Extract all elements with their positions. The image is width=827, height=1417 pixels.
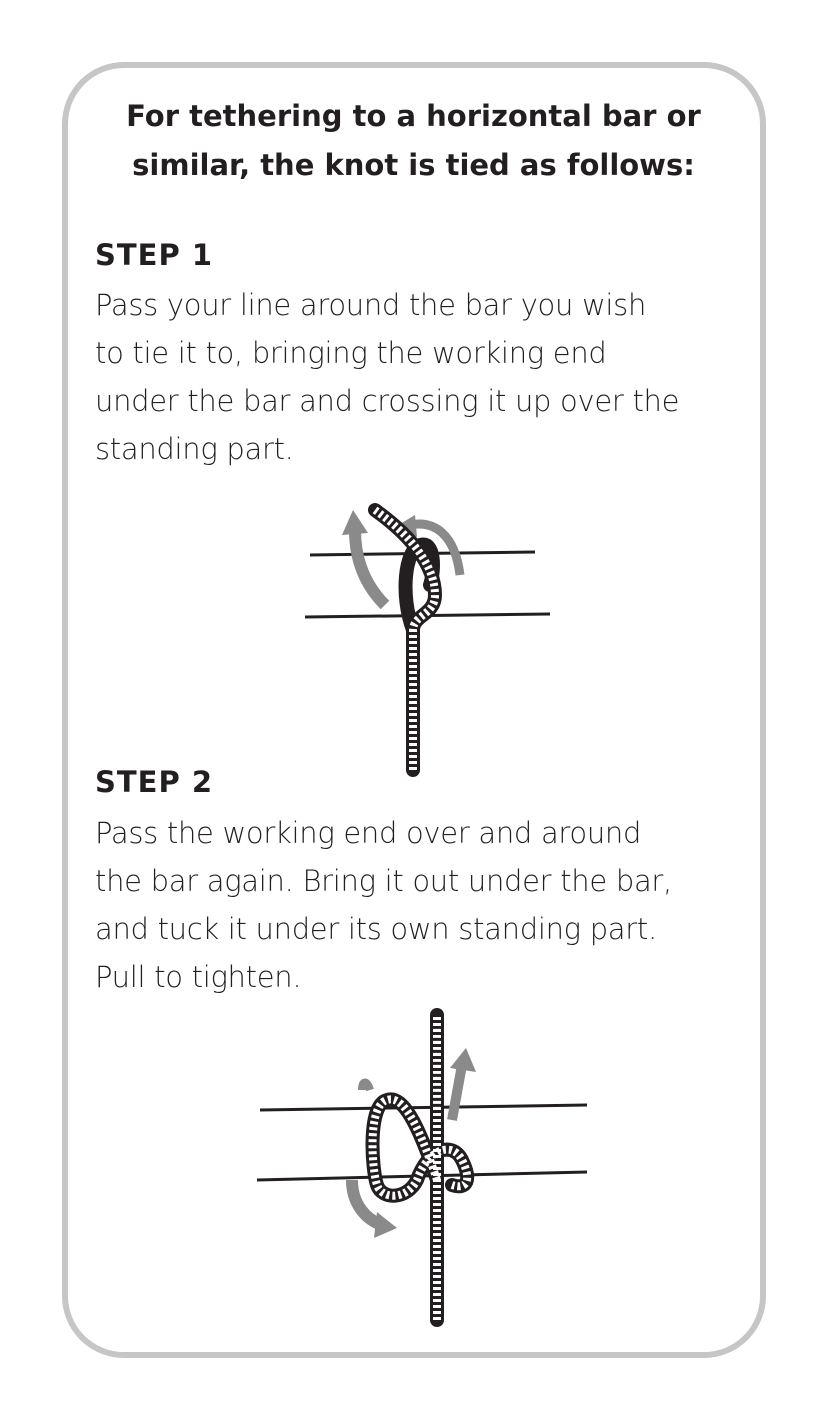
step-2-knot-illustration <box>252 1000 597 1330</box>
step-2-heading: STEP 2 <box>95 765 214 799</box>
step-1-knot-illustration <box>295 495 560 780</box>
step-1-text: Pass your line around the bar you wish to tie it to, bringing the working end under the bar and crossing it up over the standing part. <box>95 288 680 466</box>
rope <box>375 510 435 770</box>
arrow-left-icon <box>355 530 385 605</box>
step-2-text: Pass the working end over and around the bar again. Bring it out under the bar, and tuck it under its own standing part. Pull to tighten. <box>95 816 672 994</box>
step-1-heading: STEP 1 <box>95 238 214 272</box>
card-title: For tethering to a horizontal bar or similar, the knot is tied as follows: <box>126 99 701 182</box>
arrow-up-icon <box>452 1065 462 1120</box>
